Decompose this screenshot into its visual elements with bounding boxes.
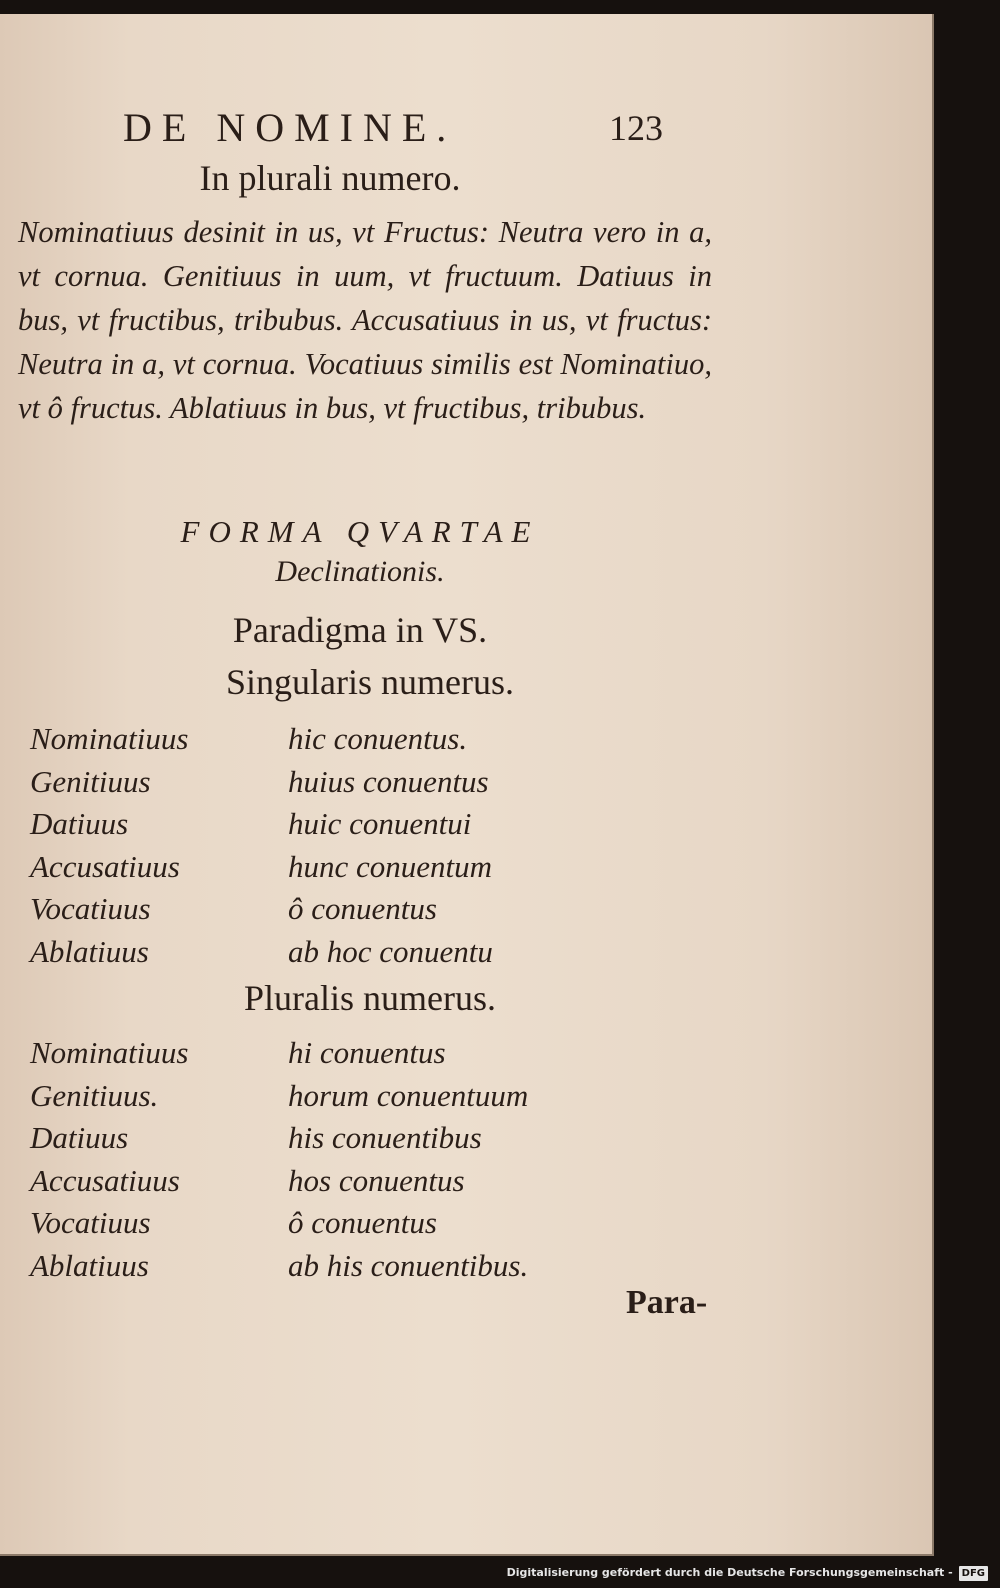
case-name: Genitiuus. <box>30 1077 159 1113</box>
paradigm-row <box>30 1245 650 1288</box>
case-name: Ablatiuus <box>30 933 149 969</box>
dfg-logo: DFG <box>959 1566 988 1581</box>
case-name: Vocatiuus <box>30 1205 151 1240</box>
plural-section-text: Nominatiuus desinit in us, vt Fructus: Neutra vero in a, vt cornua. Genitiuus in uum, vt fructuum. Datiuus in bus, vt fructibus, tribubus. Accusatiuus in us, vt fructus: Neutra in a, vt cornua. Vocatiuus similis est Nominatiuo, vt ô fructus. Ablatiuus in bus, vt fructibus, tribubus. <box>18 215 712 425</box>
case-name: Genitiuus <box>30 763 151 799</box>
case-name: Nominatiuus <box>30 1035 189 1070</box>
book-page <box>0 14 934 1556</box>
case-form: ab his conuentibus. <box>288 1247 529 1283</box>
plural-paradigm-table <box>30 1032 650 1287</box>
case-name: Accusatiuus <box>30 848 180 884</box>
page-number: 123 <box>609 108 663 148</box>
singular-title: Singularis numerus. <box>226 662 514 702</box>
paradigm-row <box>30 718 650 761</box>
case-form: hunc conuentum <box>288 848 493 884</box>
paradigm-row <box>30 888 650 931</box>
paradigm-row <box>30 931 650 974</box>
paradigm-row <box>30 846 650 889</box>
paradigm-row <box>30 1032 650 1075</box>
paradigm-row <box>30 803 650 846</box>
case-name: Datiuus <box>30 806 129 841</box>
case-name: Accusatiuus <box>30 1162 180 1198</box>
case-name: Vocatiuus <box>30 891 151 926</box>
case-name: Ablatiuus <box>30 1247 149 1283</box>
declension-subtitle: Declinationis. <box>275 555 445 588</box>
paradigm-row <box>30 1075 650 1118</box>
paradigm-row <box>30 761 650 804</box>
paradigm-row <box>30 1117 650 1160</box>
page-header <box>123 98 663 158</box>
catchword: Para- <box>626 1284 708 1321</box>
case-form: hos conuentus <box>288 1162 465 1198</box>
plural-title: Pluralis numerus. <box>244 978 496 1018</box>
funding-credit: Digitalisierung gefördert durch die Deutsche Forschungsgemeinschaft - <box>506 1566 953 1579</box>
digitization-footer <box>507 1558 1000 1588</box>
declension-title: FORMA QVARTAE <box>180 514 540 549</box>
paradigm-title: Paradigma in VS. <box>232 610 488 650</box>
case-form: huius conuentus <box>288 763 489 799</box>
paradigm-row <box>30 1202 650 1245</box>
case-form: ô conuentus <box>288 891 437 926</box>
case-name: Nominatiuus <box>30 721 189 756</box>
running-head: DE NOMINE. <box>123 105 457 150</box>
case-form: his conuentibus <box>288 1120 482 1155</box>
singular-paradigm-table <box>30 718 650 973</box>
case-name: Datiuus <box>30 1120 129 1155</box>
plural-section-title: In plurali numero. <box>199 158 461 198</box>
case-form: ab hoc conuentu <box>288 933 493 969</box>
case-form: hi conuentus <box>288 1035 446 1070</box>
case-form: horum conuentuum <box>288 1077 529 1113</box>
case-form: huic conuentui <box>288 806 472 841</box>
case-form: hic conuentus. <box>288 721 468 756</box>
paradigm-row <box>30 1160 650 1203</box>
case-form: ô conuentus <box>288 1205 437 1240</box>
